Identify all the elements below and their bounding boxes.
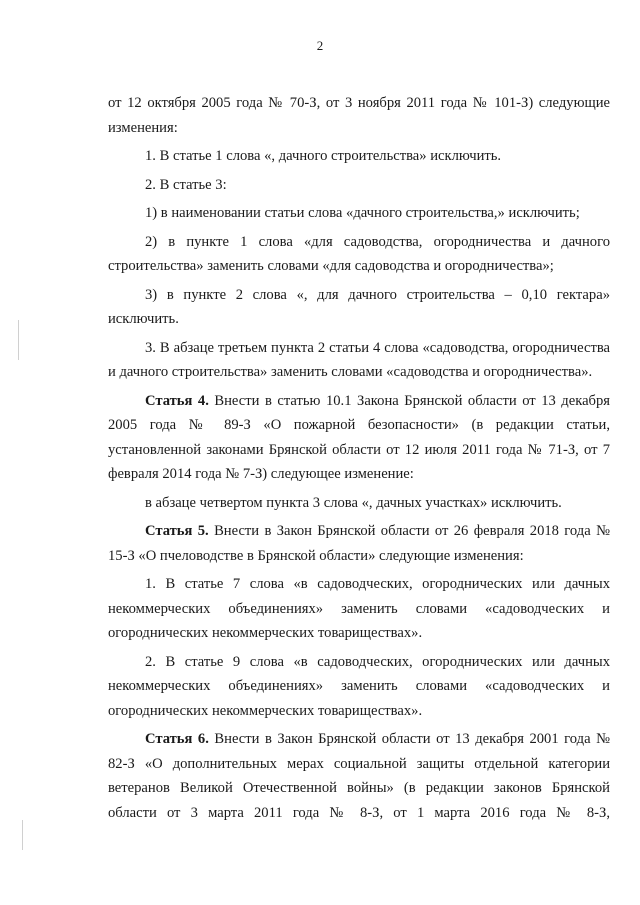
paragraph-item-1: 1. В статье 1 слова «, дачного строительства» исключить. bbox=[145, 148, 502, 164]
scan-margin-mark bbox=[18, 320, 19, 360]
article-5-heading: Статья 5. bbox=[145, 523, 209, 539]
article-4-paragraph bbox=[108, 389, 610, 487]
article-5-change-2: 2. В статье 9 слова «в садоводческих, огороднических или дачных некоммерческих объединениях» заменить словами «садоводческих и огороднических некоммерческих товариществах». bbox=[108, 653, 610, 719]
article-6-text: Внести в Закон Брянской области от 13 декабря 2001 года № 82-З «О дополнительных мерах социальной защиты отдельной категории ветеранов Великой Отечественной войны» (в редакции законов Брянской области от 3 марта 2011 года № 8-З, от 1 марта 2016 года № 8-З, bbox=[108, 731, 611, 821]
article-5-change-1: 1. В статье 7 слова «в садоводческих, огороднических или дачных некоммерческих объединениях» заменить словами «садоводческих и огороднических некоммерческих товариществах». bbox=[108, 576, 610, 641]
article-5-paragraph bbox=[108, 519, 610, 568]
document-body bbox=[108, 91, 610, 825]
article-4-heading: Статья 4. bbox=[145, 392, 209, 409]
paragraph-subitem-2: 2) в пункте 1 слова «для садоводства, огородничества и дачного строительства» заменить словами «для садоводства и огородничества»; bbox=[108, 233, 610, 274]
article-6-paragraph bbox=[108, 727, 610, 825]
article-4-change: в абзаце четвертом пункта 3 слова «, дачных участках» исключить. bbox=[145, 494, 562, 511]
article-4-text: Внести в статью 10.1 Закона Брянской области от 13 декабря 2005 года № 89-З «О пожарной безопасности» (в редакции статьи, установленной законами Брянской области от 12 июля 2011 года № 71-З, от 7 февраля 2014 года № 7-З) следующее изменение: bbox=[108, 392, 610, 482]
paragraph-item-2: 2. В статье 3: bbox=[145, 176, 227, 193]
paragraph-subitem-3: 3) в пункте 2 слова «, для дачного строительства – 0,10 гектара» исключить. bbox=[108, 286, 610, 327]
paragraph-continuation: от 12 октября 2005 года № 70-З, от 3 ноября 2011 года № 101-З) следующие изменения: bbox=[108, 95, 610, 136]
article-6-heading: Статья 6. bbox=[145, 731, 209, 747]
page-number: 2 bbox=[316, 38, 324, 53]
scan-margin-mark bbox=[22, 820, 23, 850]
article-5-text: Внести в Закон Брянской области от 26 февраля 2018 года № 15-З «О пчеловодстве в Брянской области» следующие изменения: bbox=[108, 523, 610, 564]
paragraph-item-3: 3. В абзаце третьем пункта 2 статьи 4 слова «садоводства, огородничества и дачного строительства» заменить словами «садоводства и огородничества». bbox=[108, 339, 610, 380]
paragraph-subitem-1: 1) в наименовании статьи слова «дачного строительства,» исключить; bbox=[145, 205, 580, 221]
